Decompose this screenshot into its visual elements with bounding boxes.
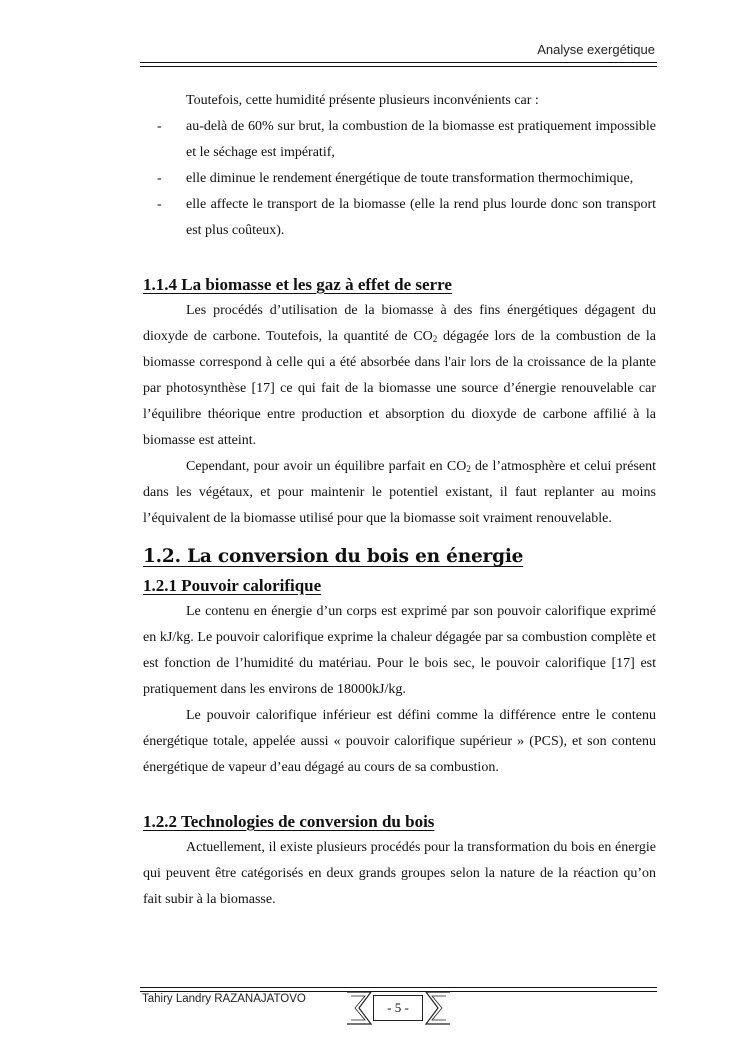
heading-1-2: 1.2. La conversion du bois en énergie: [143, 546, 524, 567]
paragraph: Le contenu en énergie d’un corps est exprimé par son pouvoir calorifique exprimé en kJ/kg. Le pouvoir calorifique exprime la chaleur dégagée par sa combustion complète et est fonction de l’humidité du matériau. Pour le bois sec, le pouvoir calorifique [17] est pratiquement dans les environs de 18000kJ/kg.: [143, 604, 656, 697]
paragraph: Cependant, pour avoir un équilibre parfait en $CO_2$ de l’atmosphère et celui présent dans les végétaux, et pour maintenir le potentiel existant, il faut replanter au moins l’équivalent de la biomasse utilisé pour que la biomasse soit vraiment renouvelable.: [143, 459, 656, 526]
paragraph: Le pouvoir calorifique inférieur est défini comme la différence entre le contenu énergétique totale, appelée aussi « pouvoir calorifique supérieur » (PCS), et son contenu énergétique de vapeur d’eau dégagé au cours de sa combustion.: [143, 708, 656, 775]
heading-1-1-4: 1.1.4 La biomasse et les gaz à effet de serre: [143, 275, 452, 294]
heading-1-2-2: 1.2.2 Technologies de conversion du bois: [143, 812, 435, 831]
bullet-item: - elle diminue le rendement énergétique de toute transformation thermochimique,: [157, 171, 634, 186]
footer-author: Tahiry Landry RAZANAJATOVO: [142, 993, 306, 1005]
page-body: [143, 88, 656, 913]
page-number: - 5 -: [373, 995, 423, 1021]
intro-lead: Toutefois, cette humidité présente plusieurs inconvénients car :: [186, 93, 539, 108]
right-bracket-ornament: [422, 990, 452, 1028]
paragraph: Actuellement, il existe plusieurs procédés pour la transformation du bois en énergie qui peuvent être catégorisés en deux grands groupes selon la nature de la réaction qu’on fait subir à la biomasse.: [143, 840, 656, 907]
paragraph: Les procédés d’utilisation de la biomasse à des fins énergétiques dégagent du dioxyde de carbone. Toutefois, la quantité de $CO_2$ dégagée lors de la combustion de la biomasse correspond à celle qui a été absorbée dans l'air lors de la croissance de la plante par photosynthèse [17] ce qui fait de la biomasse une source d’énergie renouvelable car l’équilibre théorique entre production et absorption du dioxyde de carbone affilié à la biomasse est atteint.: [143, 303, 656, 448]
left-bracket-ornament: [345, 990, 375, 1028]
header-rule-top: [140, 62, 657, 63]
header-rule-bottom: [140, 66, 657, 67]
footer-rule-top: [140, 987, 657, 988]
footer-rule-bottom: [140, 991, 657, 992]
bullet-item: - elle affecte le transport de la biomasse (elle la rend plus lourde donc son transport est plus coûteux).: [157, 197, 656, 238]
running-header: Analyse exergétique: [537, 42, 655, 57]
bullet-item: - au-delà de 60% sur brut, la combustion de la biomasse est pratiquement impossible et le séchage est impératif,: [157, 119, 656, 160]
heading-1-2-1: 1.2.1 Pouvoir calorifique: [143, 576, 322, 595]
